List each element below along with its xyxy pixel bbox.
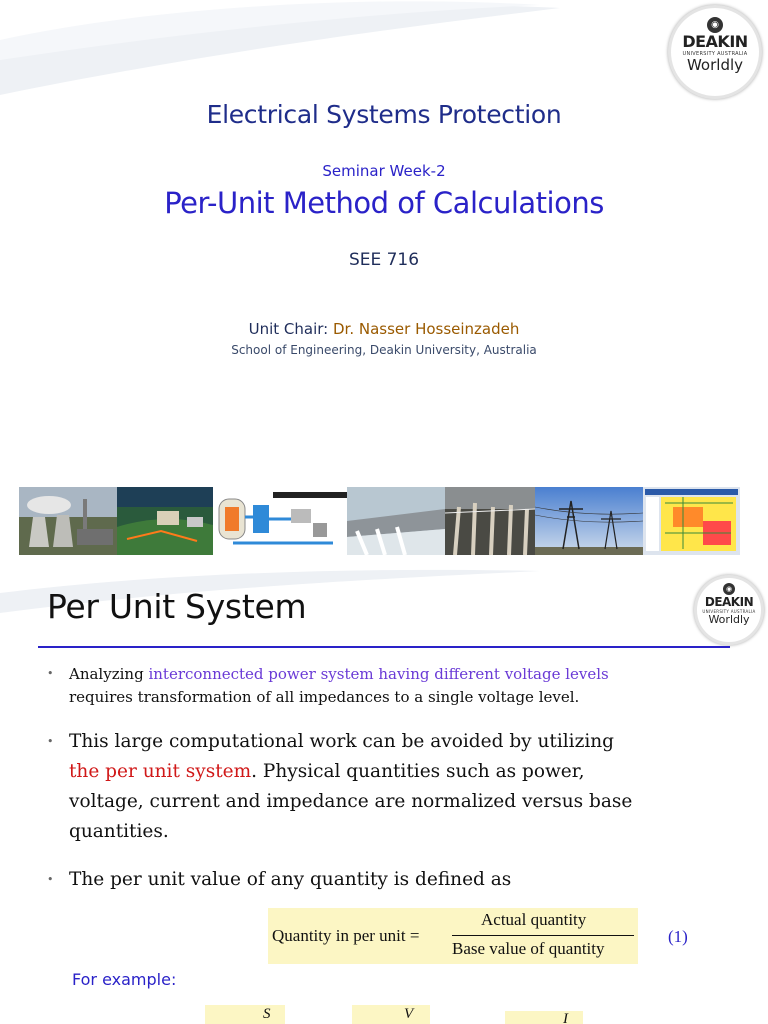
example-symbol-v: V bbox=[404, 1006, 414, 1022]
content-slide bbox=[0, 565, 768, 1024]
crest-icon: ◉ bbox=[707, 17, 723, 33]
unit-code: SEE 716 bbox=[348, 250, 420, 270]
per-unit-equation bbox=[268, 908, 638, 964]
example-symbol-i: I bbox=[563, 1011, 568, 1024]
chair-label: Unit Chair: bbox=[248, 320, 333, 338]
example-equation-power bbox=[205, 1005, 285, 1024]
bullet-line: The per unit value of any quantity is defined as bbox=[69, 869, 512, 890]
renewable-plant-image bbox=[117, 487, 213, 555]
logo-tagline: Worldly bbox=[708, 613, 750, 626]
logo-brand: DEAKIN bbox=[682, 32, 748, 51]
slide-title: Per Unit System bbox=[47, 587, 307, 626]
title-divider bbox=[38, 646, 730, 648]
example-equation-current bbox=[505, 1011, 583, 1024]
topic-title: Per-Unit Method of Calculations bbox=[164, 186, 604, 220]
bullet-marker: • bbox=[47, 735, 54, 748]
example-symbol-s: S bbox=[263, 1006, 271, 1022]
bullet-text: Analyzing bbox=[69, 665, 149, 683]
power-station-image bbox=[19, 487, 117, 555]
logo-tagline: Worldly bbox=[686, 56, 744, 74]
crest-icon: ◉ bbox=[723, 583, 735, 595]
equation-numerator: Actual quantity bbox=[481, 910, 587, 929]
affiliation: School of Engineering, Deakin University, Australia bbox=[231, 343, 537, 357]
for-example-label: For example: bbox=[72, 970, 177, 989]
deakin-logo bbox=[694, 575, 764, 645]
bullet-line: voltage, current and impedance are normalized versus base bbox=[69, 791, 633, 812]
hydro-dam-image bbox=[347, 487, 445, 555]
bullet-line: quantities. bbox=[69, 821, 169, 842]
bullet-line: This large computational work can be avoided by utilizing bbox=[69, 731, 615, 752]
unit-chair bbox=[0, 320, 768, 338]
nuclear-schematic-image bbox=[213, 487, 347, 555]
seminar-label: Seminar Week-2 bbox=[322, 162, 446, 180]
logo-subtitle: UNIVERSITY AUSTRALIA bbox=[702, 609, 756, 614]
bullet-text: . Physical quantities such as power, bbox=[251, 761, 585, 782]
simulation-screenshot-image bbox=[643, 487, 740, 555]
bullet-highlight: the per unit system bbox=[69, 761, 252, 782]
equation-denominator: Base value of quantity bbox=[452, 939, 605, 958]
substation-image bbox=[445, 487, 535, 555]
example-equation-voltage bbox=[352, 1005, 430, 1024]
logo-subtitle: UNIVERSITY AUSTRALIA bbox=[682, 51, 748, 57]
logo-brand: DEAKIN bbox=[704, 595, 754, 609]
image-strip bbox=[19, 487, 740, 555]
bullet-highlight: interconnected power system having different voltage levels bbox=[148, 665, 609, 683]
bullet-marker: • bbox=[47, 667, 54, 680]
chair-name: Dr. Nasser Hosseinzadeh bbox=[332, 320, 520, 338]
fraction-bar bbox=[452, 935, 634, 936]
bullet-line: requires transformation of all impedances to a single voltage level. bbox=[69, 688, 580, 706]
deakin-logo bbox=[668, 5, 762, 99]
course-title: Electrical Systems Protection bbox=[206, 100, 562, 129]
bullet-marker: • bbox=[47, 873, 54, 886]
equation-lhs: Quantity in per unit = bbox=[272, 926, 420, 945]
transmission-tower-image bbox=[535, 487, 643, 555]
equation-number: (1) bbox=[668, 927, 688, 946]
bullet-line bbox=[69, 757, 584, 788]
